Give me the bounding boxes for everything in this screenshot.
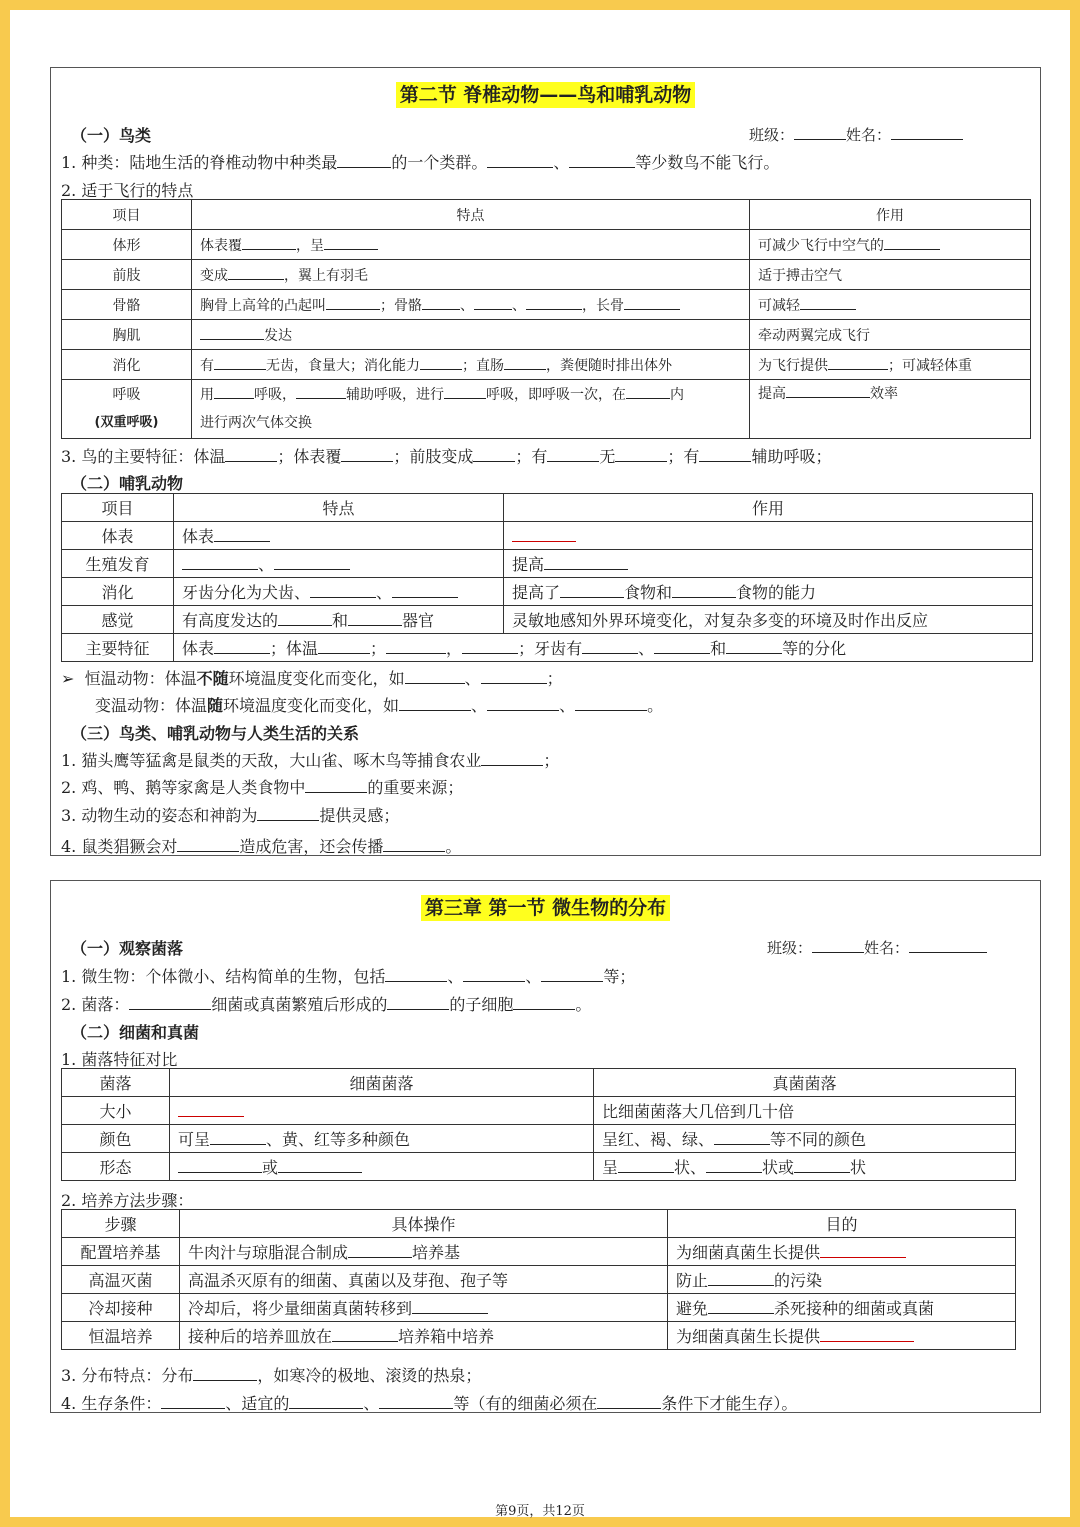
cold-blooded-line: 变温动物：体温随环境温度变化而变化，如 、 、 。 (95, 696, 664, 715)
colony-compare-table (61, 1068, 1016, 1181)
distribution-line: 3. 分布特点：分布 ，如寒冷的极地、滚烫的热泉； (61, 1366, 482, 1385)
relation-line-3: 3. 动物生动的姿态和神韵为 提供灵感； (61, 806, 400, 825)
class-name-fields: 班级： 姓名： (749, 124, 963, 145)
table-row: 呼吸 (双重呼吸) 用 呼吸， 辅助呼吸，进行 呼吸，即呼吸一次，在 内 进行两次气体交换 提高 效率 (62, 380, 1031, 439)
relation-line-2: 2. 鸡、鸭、鹅等家禽是人类食物中 的重要来源； (61, 778, 464, 797)
table-header-row: 项目 特点 作用 (62, 200, 1031, 230)
table-row: 胸肌 发达 牵动两翼完成飞行 (62, 320, 1031, 350)
table-row: 配置培养基 牛肉汁与琼脂混合制成 培养基 为细菌真菌生长提供 (62, 1238, 1016, 1266)
table-row: 前肢 变成 ，翼上有羽毛 适于搏击空气 (62, 260, 1031, 290)
warm-blooded-line: ➢ 恒温动物：体温不随环境温度变化而变化，如 、 ； (61, 669, 563, 688)
colony-compare-label: 1. 菌落特征对比 (61, 1050, 178, 1069)
part-heading-colony: （一）观察菌落 (71, 939, 184, 958)
table-row: 体形 体表覆 ，呈 可减少飞行中空气的 (62, 230, 1031, 260)
bird-flight-table (61, 199, 1031, 439)
bird-features-line: 3. 鸟的主要特征：体温 ；体表覆 ；前肢变成 ；有 无 ；有 辅助呼吸； (61, 447, 832, 466)
table-row: 体表 体表 (62, 522, 1033, 550)
table-row: 高温灭菌 高温杀灭原有的细菌、真菌以及芽孢、孢子等 防止 的污染 (62, 1266, 1016, 1294)
section-title: 第三章 第一节 微生物的分布 (51, 893, 1040, 920)
table-header-row: 菌落 细菌菌落 真菌菌落 (62, 1069, 1016, 1097)
table-row: 大小 比细菌菌落大几倍到几十倍 (62, 1097, 1016, 1125)
section-title: 第二节 脊椎动物——鸟和哺乳动物 (51, 80, 1040, 107)
culture-steps-label: 2. 培养方法步骤： (61, 1191, 194, 1210)
colony-line: 2. 菌落： 细菌或真菌繁殖后形成的 的子细胞 。 (61, 995, 592, 1014)
table-row: 生殖发育 、 提高 (62, 550, 1033, 578)
survival-line: 4. 生存条件： 、适宜的 、 等（有的细菌必须在 条件下才能生存）。 (61, 1394, 798, 1413)
part-heading-bacteria-fungi: （二）细菌和真菌 (71, 1023, 200, 1042)
table-header-row: 项目 特点 作用 (62, 494, 1033, 522)
worksheet-page (10, 10, 1070, 1517)
table-row: 消化 牙齿分化为犬齿、 、 提高了 食物和 食物的能力 (62, 578, 1033, 606)
table-row: 恒温培养 接种后的培养皿放在 培养箱中培养 为细菌真菌生长提供 (62, 1322, 1016, 1350)
table-row: 颜色 可呈 、黄、红等多种颜色 呈红、褐、绿、 等不同的颜色 (62, 1125, 1016, 1153)
table-row: 感觉 有高度发达的 和 器官 灵敏地感知外界环境变化，对复杂多变的环境及时作出反应 (62, 606, 1033, 634)
table-row: 骨骼 胸骨上高耸的凸起叫 ；骨骼 、 、 ，长骨 可减轻 (62, 290, 1031, 320)
section-microorganisms (50, 880, 1041, 1413)
part-heading-birds: （一）鸟类 (71, 126, 152, 145)
bird-kinds-line: 1. 种类：陆地生活的脊椎动物中种类最 的一个类群。 、 等少数鸟不能飞行。 (61, 153, 780, 172)
microbe-line: 1. 微生物：个体微小、结构简单的生物，包括 、 、 等； (61, 967, 636, 986)
table-row: 形态 或 呈 状、 状或 状 (62, 1153, 1016, 1181)
flight-traits-label: 2. 适于飞行的特点 (61, 181, 194, 200)
part-heading-relation: （三）鸟类、哺乳动物与人类生活的关系 (71, 724, 360, 743)
table-row: 消化 有 无齿，食量大；消化能力 ；直肠 ，粪便随时排出体外 为飞行提供 ；可减轻体重 (62, 350, 1031, 380)
bullet-icon: ➢ (61, 669, 75, 688)
table-row: 冷却接种 冷却后，将少量细菌真菌转移到 避免 杀死接种的细菌或真菌 (62, 1294, 1016, 1322)
page-number: 第9页，共12页 (495, 1504, 585, 1519)
culture-steps-table (61, 1209, 1016, 1350)
part-heading-mammals: （二）哺乳动物 (71, 474, 184, 493)
table-row: 主要特征 体表 ；体温 ； ， ；牙齿有 、 和 等的分化 (62, 634, 1033, 662)
section-birds-mammals (50, 67, 1041, 856)
relation-line-4: 4. 鼠类猖獗会对 造成危害，还会传播 。 (61, 837, 462, 856)
mammal-table (61, 493, 1033, 662)
class-name-fields: 班级： 姓名： (767, 937, 987, 958)
relation-line-1: 1. 猫头鹰等猛禽是鼠类的天敌，大山雀、啄木鸟等捕食农业 ； (61, 751, 560, 770)
table-header-row: 步骤 具体操作 目的 (62, 1210, 1016, 1238)
